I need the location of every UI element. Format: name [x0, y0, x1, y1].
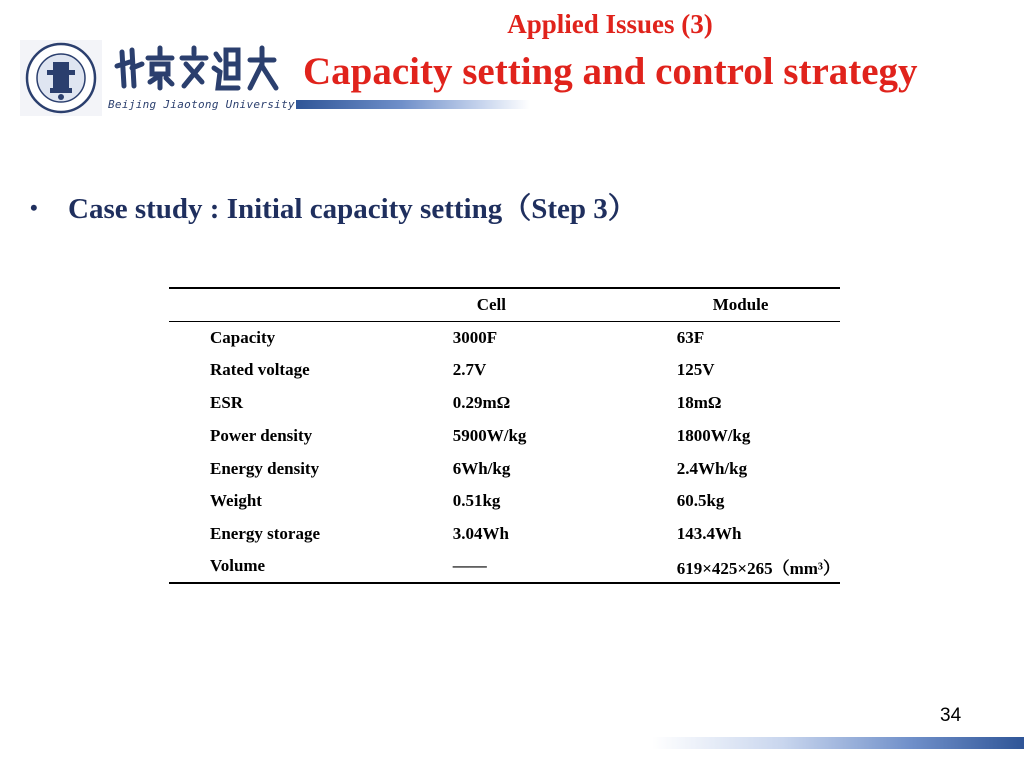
cell-value: 0.29mΩ: [452, 392, 511, 412]
slide-title: Capacity setting and control strategy: [303, 50, 918, 93]
cell-value: 3.04Wh: [452, 524, 509, 544]
column-header: Module: [617, 288, 840, 321]
table-row: [169, 551, 840, 584]
slide-subtitle: Applied Issues (3): [507, 9, 713, 39]
table-header-row: [169, 288, 840, 321]
page-number: 34: [940, 705, 962, 726]
module-value: 125V: [676, 360, 715, 380]
module-value: 18mΩ: [676, 392, 722, 412]
university-calligraphy-icon: [114, 42, 286, 94]
specification-table: [169, 287, 840, 584]
module-value: 143.4Wh: [676, 524, 742, 544]
bullet-text: Case study : Initial capacity setting（Step 3）: [68, 193, 637, 225]
module-value: 63F: [676, 327, 705, 347]
row-label: Volume: [169, 551, 401, 584]
table-row: [169, 452, 840, 485]
row-label: Rated voltage: [210, 360, 310, 380]
module-value: 60.5kg: [676, 491, 725, 511]
column-header: [169, 288, 401, 321]
row-label: ESR: [210, 392, 244, 412]
table-row: [169, 354, 840, 387]
row-label: Weight: [210, 491, 262, 511]
table-row: [169, 419, 840, 452]
header-accent-bar: [296, 100, 530, 109]
table-row: [169, 387, 840, 420]
bullet-item: [30, 186, 637, 227]
row-label: Energy density: [210, 458, 320, 478]
row-label: Energy storage: [210, 524, 321, 544]
cell-value: 5900W/kg: [452, 425, 527, 445]
table-row: [169, 321, 840, 354]
cell-value: 6Wh/kg: [452, 458, 511, 478]
column-header: Cell: [401, 288, 617, 321]
bullet-marker: •: [30, 195, 38, 220]
module-value: 2.4Wh/kg: [676, 458, 748, 478]
row-label: Capacity: [210, 327, 276, 347]
module-value: 619×425×265（mm³）: [617, 551, 840, 584]
university-seal-icon: [20, 40, 102, 116]
table-row: [169, 485, 840, 518]
cell-value: 2.7V: [452, 360, 487, 380]
table-row: [169, 518, 840, 551]
module-value: 1800W/kg: [676, 425, 751, 445]
cell-value: ——: [401, 551, 617, 584]
row-label: Power density: [210, 425, 313, 445]
cell-value: 0.51kg: [452, 491, 501, 511]
university-logo: [20, 40, 102, 116]
university-name-english: Beijing Jiaotong University: [108, 98, 295, 111]
footer-accent-bar: [652, 737, 1024, 749]
university-name-calligraphy: [114, 42, 286, 94]
cell-value: 3000F: [452, 327, 498, 347]
